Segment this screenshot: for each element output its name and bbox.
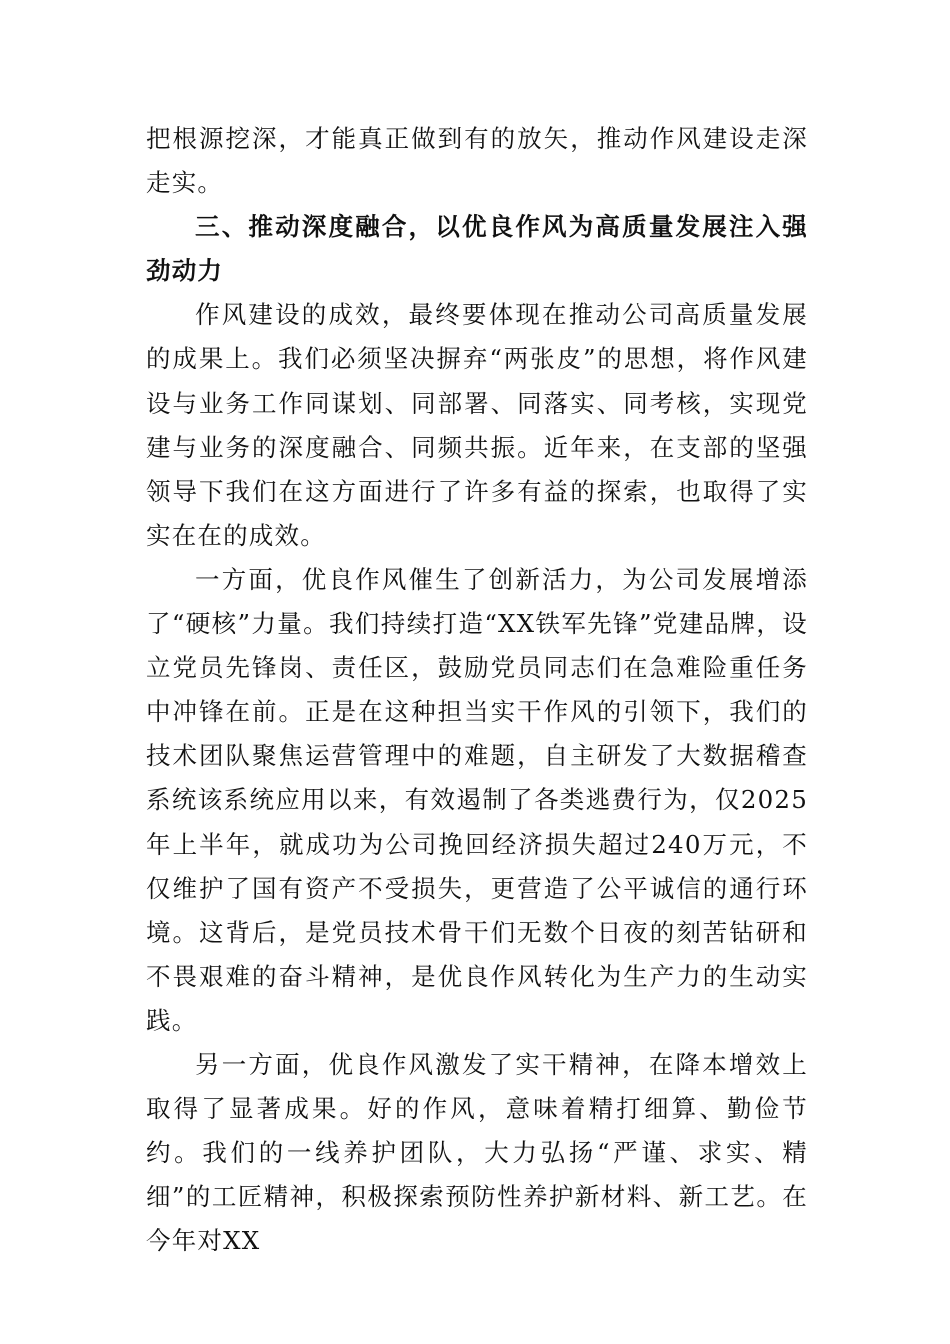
section-heading: 三、推动深度融合，以优良作风为高质量发展注入强劲动力 — [146, 212, 808, 286]
paragraph-continued: 把根源挖深，才能真正做到有的放矢，推动作风建设走深走实。 — [146, 124, 808, 198]
paragraph: 作风建设的成效，最终要体现在推动公司高质量发展的成果上。我们必须坚决摒弃“两张皮”的思想，将作风建设与业务工作同谋划、同部署、同落实、同考核，实现党建与业务的深度融合、同频共振。近年来，在支部的坚强领导下我们在这方面进行了许多有益的探索，也取得了实实在在的成效。 — [146, 300, 808, 550]
paragraph: 一方面，优良作风催生了创新活力，为公司发展增添了“硬核”力量。我们持续打造“XX铁军先锋”党建品牌，设立党员先锋岗、责任区，鼓励党员同志们在急难险重任务中冲锋在前。正是在这种担当实干作风的引领下，我们的技术团队聚焦运营管理中的难题，自主研发了大数据稽查系统该系统应用以来，有效遏制了各类逃费行为，仅2025年上半年，就成功为公司挽回经济损失超过240万元，不仅维护了国有资产不受损失，更营造了公平诚信的通行环境。这背后，是党员技术骨干们无数个日夜的刻苦钻研和不畏艰难的奋斗精神，是优良作风转化为生产力的生动实践。 — [146, 564, 808, 1035]
document-body — [146, 117, 808, 1263]
paragraph: 另一方面，优良作风激发了实干精神，在降本增效上取得了显著成果。好的作风，意味着精打细算、勤俭节约。我们的一线养护团队，大力弘扬“严谨、求实、精细”的工匠精神，积极探索预防性养护新材料、新工艺。在今年对XX — [146, 1049, 808, 1256]
